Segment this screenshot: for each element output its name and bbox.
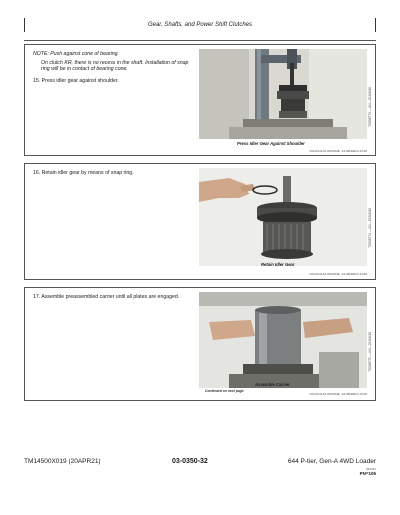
figure-id: TX008774 —UN—29JUN10 [368,208,372,248]
manual-id: TM14500X019 (20APR21) [24,458,101,465]
photo-caption: Assemble Carrier [255,382,290,387]
step-17-text [33,294,193,301]
continued-notice: Continued on next page [205,389,244,393]
machine-model: 644 P-tier, Gen-A 4WD Loader [287,458,376,465]
step-16-text [33,170,193,177]
page-code: 03-0350-32 [172,458,208,465]
reference-code: RG30141A0,00003ME -19-08FEB20-14/18 [309,272,367,276]
figure-id: TX008773 —UN—29JUN10 [368,87,372,127]
procedure-step-17 [24,287,376,401]
retain-idler-gear-photo [199,168,367,266]
reference-code: RG30141A0,00003ME -19-08FEB20-15/18 [309,392,367,396]
page-header [24,18,376,32]
procedure-step-16 [24,163,376,280]
step-17-instruction: 17. Assemble preassembled carrier until all plates are engaged. [33,294,180,300]
revision-code: 040421 [365,467,376,471]
header-divider [24,40,376,41]
page-footer [24,458,376,498]
note-label: NOTE: Push against cone of bearing. [33,51,119,57]
photo-caption: Press Idler Gear Against Shoulder [237,141,305,146]
page-header-title: Gear, Shafts, and Power Shift Clutches [147,22,253,28]
page-number: PN=106 [359,471,376,476]
photo-caption: Retain Idler Gear [261,262,295,267]
procedure-step-15 [24,44,376,156]
step-16-instruction: 16. Retain idler gear by means of snap ring. [33,170,134,176]
step-15-text [33,51,193,84]
reference-code: RG30141A0,00003ME -19-08FEB20-13/18 [309,149,367,153]
step-15-instruction: 15. Press idler gear against shoulder. [33,77,119,84]
assemble-carrier-photo [199,292,367,388]
note-body: On clutch KR, there is no recess in the shaft. Installation of snap ring will be in contact of bearing cone. [41,59,189,73]
figure-id: TX008775 —UN—29JUN10 [368,332,372,372]
press-idler-gear-photo [199,49,367,139]
